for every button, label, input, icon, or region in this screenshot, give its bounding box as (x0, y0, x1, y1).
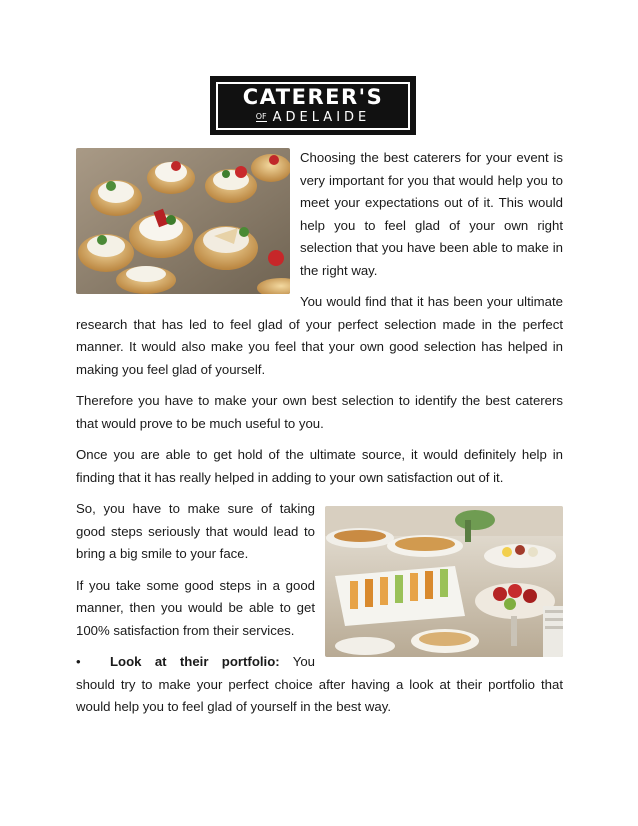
paragraph-ultimate-source: Once you are able to get hold of the ultimate source, it would definitely help in finding that it has really helped in adding to your own satisfaction out of it. (76, 447, 563, 485)
paragraph-research: You would find that it has been your ultimate research that has led to feel glad of your perfect selection made in the perfect manner. It would also make you feel that your own good selection has helped in making you feel glad of yourself. (76, 294, 563, 377)
logo-frame (216, 82, 410, 130)
article-body (76, 147, 563, 728)
pastry-tarts-photo (76, 148, 290, 294)
bullet-portfolio (76, 651, 563, 719)
bullet-symbol: • (76, 654, 81, 669)
paragraph-satisfaction: If you take some good steps in a good manner, then you would be able to get 100% satisfaction from their services. (76, 577, 315, 638)
bullet-text: You should try to make your perfect choice after having a look at their portfolio that would help you to feel glad of yourself in the best way. (76, 654, 563, 714)
buffet-spread-photo (325, 506, 563, 657)
logo-line-2 (256, 111, 371, 124)
logo-of: OF (255, 112, 267, 121)
paragraph-good-steps: So, you have to make sure of taking good steps seriously that would lead to bring a big smile to your face. (76, 501, 315, 561)
paragraph-intro: Choosing the best caterers for your event is very important for you that would help you to meet your expectations out of it. This would help you to feel glad of your own right selection that you have been able to make in the right way. (300, 150, 563, 278)
logo-line-1: CATERER'S (242, 85, 384, 109)
paragraph-selection: Therefore you have to make your own best selection to identify the best caterers that would prove to be much useful to you. (76, 393, 563, 431)
bullet-heading: Look at their portfolio: (110, 654, 280, 669)
logo-adelaide: ADELAIDE (272, 110, 371, 125)
caterers-of-adelaide-logo (210, 76, 416, 135)
